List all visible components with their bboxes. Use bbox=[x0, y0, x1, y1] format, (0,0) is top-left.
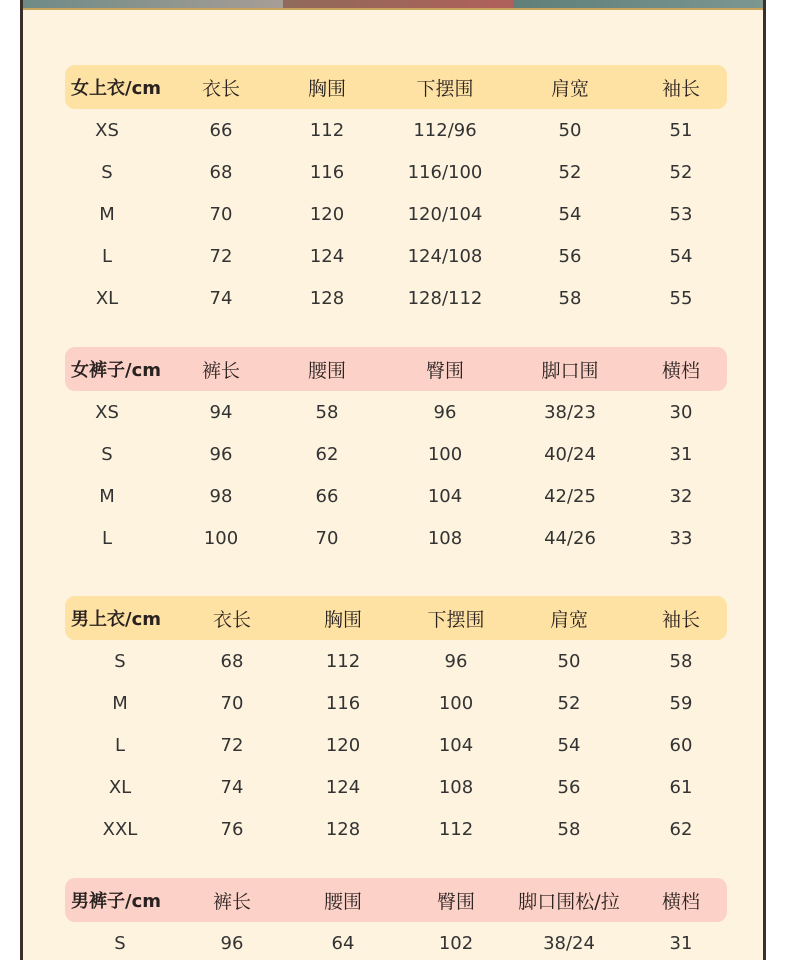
size-cell: XXL bbox=[102, 818, 138, 840]
header-cell: 袖长 bbox=[661, 77, 701, 100]
value-cell: 116 bbox=[309, 161, 345, 183]
table-row bbox=[65, 724, 727, 766]
header-cell: 衣长 bbox=[201, 77, 241, 100]
header-cell: 横档 bbox=[661, 890, 701, 913]
value-cell: 128/112 bbox=[407, 287, 483, 309]
header-cell: 下摆围 bbox=[416, 77, 474, 100]
table-row bbox=[65, 640, 727, 682]
value-cell: 98 bbox=[209, 485, 233, 507]
size-cell: XS bbox=[95, 119, 119, 141]
value-cell: 66 bbox=[315, 485, 339, 507]
header-cell: 脚口围 bbox=[541, 359, 599, 382]
value-cell: 96 bbox=[433, 401, 457, 423]
size-cell: M bbox=[112, 692, 128, 714]
value-cell: 61 bbox=[669, 776, 693, 798]
header-cell: 胸围 bbox=[307, 77, 347, 100]
value-cell: 62 bbox=[315, 443, 339, 465]
value-cell: 33 bbox=[669, 527, 693, 549]
size-table-men-top bbox=[65, 596, 727, 850]
value-cell: 40/24 bbox=[544, 443, 596, 465]
header-cell: 下摆围 bbox=[427, 608, 485, 631]
size-table-women-top bbox=[65, 65, 727, 319]
header-cell: 裤长 bbox=[212, 890, 252, 913]
value-cell: 50 bbox=[558, 119, 582, 141]
table-row bbox=[65, 517, 727, 559]
table-row bbox=[65, 235, 727, 277]
header-cell: 肩宽 bbox=[549, 608, 589, 631]
value-cell: 102 bbox=[438, 932, 474, 954]
size-cell: XS bbox=[95, 401, 119, 423]
size-cell: S bbox=[114, 650, 126, 672]
value-cell: 32 bbox=[669, 485, 693, 507]
size-cell: L bbox=[114, 734, 126, 756]
value-cell: 62 bbox=[669, 818, 693, 840]
header-cell: 女裤子/cm bbox=[71, 360, 161, 381]
value-cell: 38/24 bbox=[543, 932, 595, 954]
table-row bbox=[65, 808, 727, 850]
value-cell: 112 bbox=[438, 818, 474, 840]
value-cell: 68 bbox=[220, 650, 244, 672]
table-row bbox=[65, 151, 727, 193]
value-cell: 54 bbox=[557, 734, 581, 756]
size-cell: L bbox=[101, 527, 113, 549]
table-header bbox=[65, 878, 727, 922]
value-cell: 54 bbox=[558, 203, 582, 225]
size-cell: S bbox=[101, 161, 113, 183]
value-cell: 128 bbox=[309, 287, 345, 309]
value-cell: 104 bbox=[427, 485, 463, 507]
table-row bbox=[65, 193, 727, 235]
size-cell: L bbox=[101, 245, 113, 267]
header-cell: 臀围 bbox=[436, 890, 476, 913]
value-cell: 120/104 bbox=[407, 203, 483, 225]
value-cell: 38/23 bbox=[544, 401, 596, 423]
value-cell: 96 bbox=[209, 443, 233, 465]
value-cell: 52 bbox=[558, 161, 582, 183]
product-photo-strip bbox=[23, 0, 763, 10]
value-cell: 31 bbox=[669, 443, 693, 465]
header-cell: 脚口围松/拉 bbox=[518, 890, 620, 913]
value-cell: 94 bbox=[209, 401, 233, 423]
value-cell: 58 bbox=[315, 401, 339, 423]
value-cell: 108 bbox=[438, 776, 474, 798]
value-cell: 100 bbox=[427, 443, 463, 465]
value-cell: 100 bbox=[438, 692, 474, 714]
header-cell: 臀围 bbox=[425, 359, 465, 382]
value-cell: 72 bbox=[220, 734, 244, 756]
size-cell: M bbox=[99, 203, 115, 225]
value-cell: 72 bbox=[209, 245, 233, 267]
header-cell: 男裤子/cm bbox=[71, 891, 161, 912]
value-cell: 116/100 bbox=[407, 161, 483, 183]
value-cell: 74 bbox=[220, 776, 244, 798]
value-cell: 112 bbox=[309, 119, 345, 141]
value-cell: 112 bbox=[325, 650, 361, 672]
value-cell: 108 bbox=[427, 527, 463, 549]
table-row bbox=[65, 277, 727, 319]
size-chart-card bbox=[20, 0, 766, 960]
header-cell: 男上衣/cm bbox=[71, 609, 161, 630]
value-cell: 100 bbox=[203, 527, 239, 549]
table-header bbox=[65, 65, 727, 109]
value-cell: 124 bbox=[309, 245, 345, 267]
value-cell: 52 bbox=[669, 161, 693, 183]
table-row bbox=[65, 766, 727, 808]
value-cell: 31 bbox=[669, 932, 693, 954]
header-cell: 袖长 bbox=[661, 608, 701, 631]
table-row bbox=[65, 433, 727, 475]
value-cell: 120 bbox=[325, 734, 361, 756]
size-cell: XL bbox=[108, 776, 132, 798]
header-cell: 衣长 bbox=[212, 608, 252, 631]
size-cell: S bbox=[101, 443, 113, 465]
value-cell: 58 bbox=[669, 650, 693, 672]
header-cell: 裤长 bbox=[201, 359, 241, 382]
table-row bbox=[65, 475, 727, 517]
size-table-women-pants bbox=[65, 347, 727, 559]
value-cell: 68 bbox=[209, 161, 233, 183]
header-cell: 女上衣/cm bbox=[71, 78, 161, 99]
value-cell: 128 bbox=[325, 818, 361, 840]
table-header bbox=[65, 596, 727, 640]
table-header bbox=[65, 347, 727, 391]
size-table-men-pants bbox=[65, 878, 727, 960]
value-cell: 64 bbox=[331, 932, 355, 954]
value-cell: 56 bbox=[557, 776, 581, 798]
size-cell: S bbox=[114, 932, 126, 954]
value-cell: 96 bbox=[444, 650, 468, 672]
value-cell: 58 bbox=[557, 818, 581, 840]
header-cell: 腰围 bbox=[323, 890, 363, 913]
value-cell: 76 bbox=[220, 818, 244, 840]
value-cell: 56 bbox=[558, 245, 582, 267]
value-cell: 116 bbox=[325, 692, 361, 714]
table-row bbox=[65, 109, 727, 151]
value-cell: 70 bbox=[209, 203, 233, 225]
value-cell: 50 bbox=[557, 650, 581, 672]
header-cell: 胸围 bbox=[323, 608, 363, 631]
value-cell: 51 bbox=[669, 119, 693, 141]
value-cell: 104 bbox=[438, 734, 474, 756]
value-cell: 58 bbox=[558, 287, 582, 309]
header-cell: 肩宽 bbox=[550, 77, 590, 100]
size-cell: M bbox=[99, 485, 115, 507]
value-cell: 124 bbox=[325, 776, 361, 798]
value-cell: 59 bbox=[669, 692, 693, 714]
value-cell: 54 bbox=[669, 245, 693, 267]
value-cell: 30 bbox=[669, 401, 693, 423]
value-cell: 96 bbox=[220, 932, 244, 954]
value-cell: 124/108 bbox=[407, 245, 483, 267]
header-cell: 横档 bbox=[661, 359, 701, 382]
header-cell: 腰围 bbox=[307, 359, 347, 382]
value-cell: 42/25 bbox=[544, 485, 596, 507]
value-cell: 74 bbox=[209, 287, 233, 309]
value-cell: 70 bbox=[220, 692, 244, 714]
value-cell: 55 bbox=[669, 287, 693, 309]
value-cell: 52 bbox=[557, 692, 581, 714]
table-row bbox=[65, 682, 727, 724]
table-row bbox=[65, 391, 727, 433]
value-cell: 66 bbox=[209, 119, 233, 141]
value-cell: 120 bbox=[309, 203, 345, 225]
value-cell: 112/96 bbox=[413, 119, 477, 141]
size-cell: XL bbox=[95, 287, 119, 309]
table-row bbox=[65, 922, 727, 960]
value-cell: 70 bbox=[315, 527, 339, 549]
value-cell: 53 bbox=[669, 203, 693, 225]
value-cell: 60 bbox=[669, 734, 693, 756]
value-cell: 44/26 bbox=[544, 527, 596, 549]
